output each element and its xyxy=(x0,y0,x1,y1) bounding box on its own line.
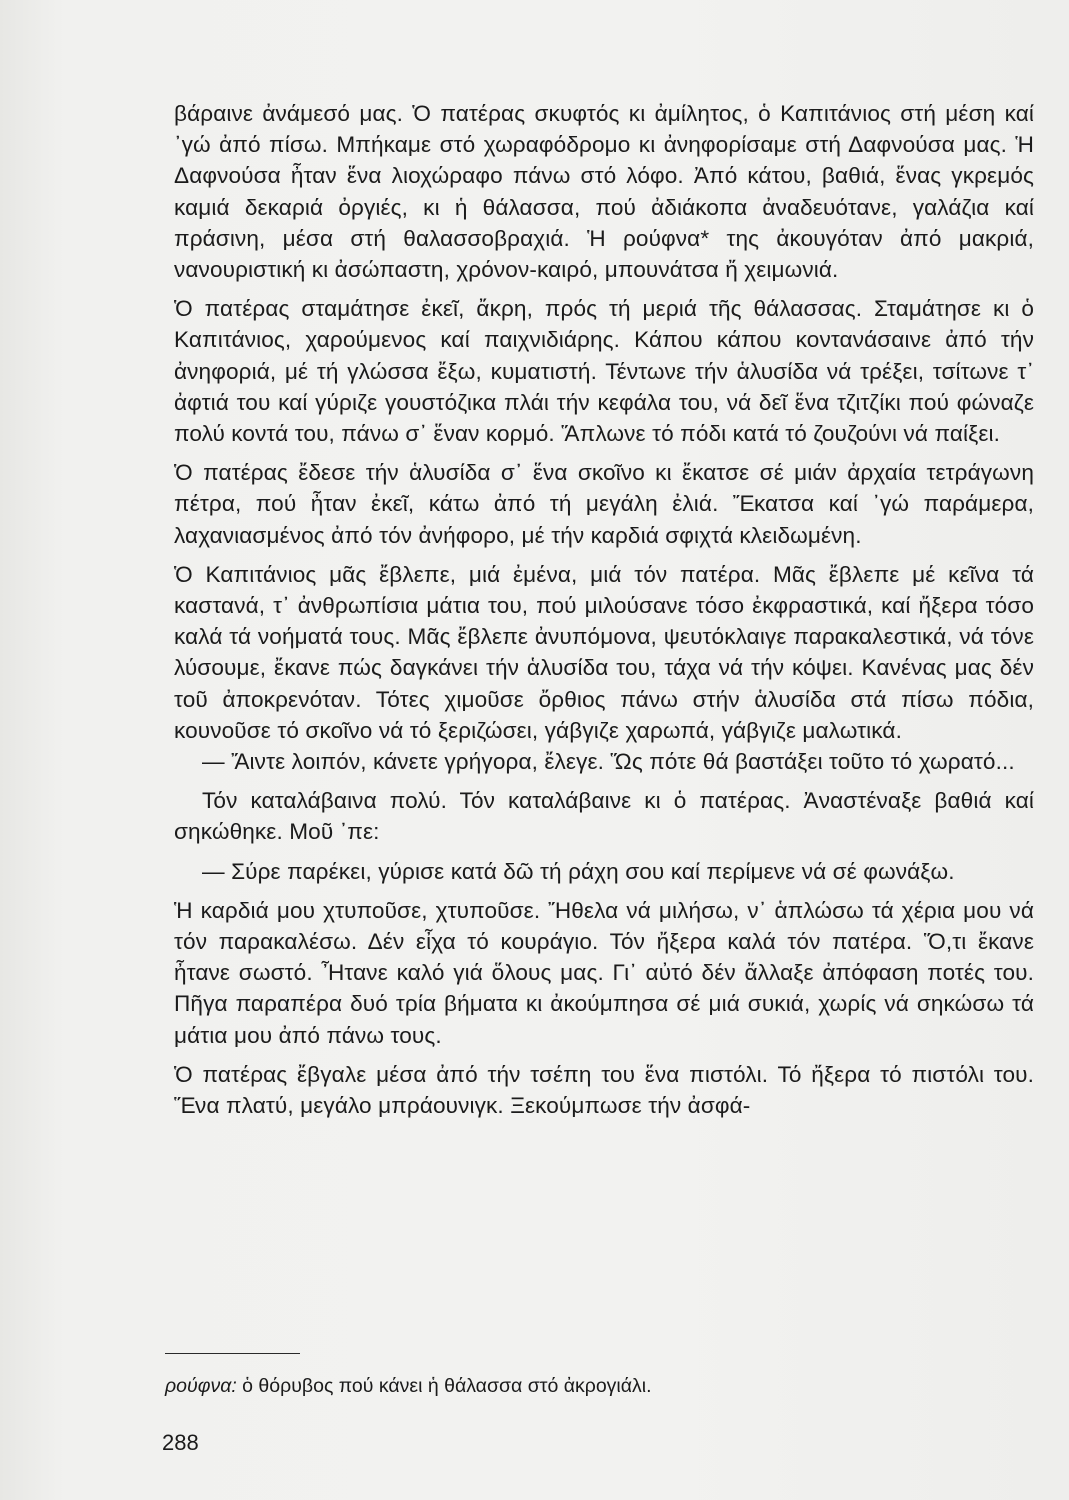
main-text xyxy=(174,98,1034,1121)
footnote-definition: ὁ θόρυβος πού κάνει ἡ θάλασσα στό ἀκρογιάλι. xyxy=(242,1375,652,1397)
paragraph-7: Ὁ πατέρας ἔβγαλε μέσα ἀπό τήν τσέπη του ἕνα πιστόλι. Τό ἤξερα τό πιστόλι του. Ἕνα πλατύ, μεγάλο μπράουνιγκ. Ξεκούμπωσε τήν ἀσφά- xyxy=(174,1061,1034,1119)
footnote-term: ρούφνα: xyxy=(165,1375,237,1397)
paragraph-4: Ὁ Καπιτάνιος μᾶς ἔβλεπε, μιά ἐμένα, μιά τόν πατέρα. Μᾶς ἔβλεπε μέ κεῖνα τά καστανά, τ᾽ ἀνθρωπίσια μάτια του, πού μιλούσανε τόσο ἐκφραστικά, καί ἤξερα τόσο καλά τά νοήματά τους. Μᾶς ἔβλεπε ἀνυπόμονα, ψευτόκλαιγε παρακαλεστικά, νά τόνε λύσουμε, ἔκανε πώς δαγκάνει τήν ἁλυσίδα του, τάχα νά τήν κόψει. Κανένας μας δέν τοῦ ἀποκρενόταν. Τότες χιμοῦσε ὄρθιος πάνω στήν ἁλυσίδα στά πίσω πόδια, κουνοῦσε τό σκοῖνο νά τό ξεριζώσει, γάβγιζε χαρωπά, γάβγιζε μαλωτικά. xyxy=(174,561,1034,743)
page-number: 288 xyxy=(162,1430,199,1455)
dialogue-1: — Ἄιντε λοιπόν, κάνετε γρήγορα, ἔλεγε. Ὥς πότε θά βαστάξει τοῦτο τό χωρατό... xyxy=(202,749,1015,775)
footnote xyxy=(165,1373,652,1399)
paragraph-5: Τόν καταλάβαινα πολύ. Τόν καταλάβαινε κι ὁ πατέρας. Ἀναστέναξε βαθιά καί σηκώθηκε. Μοῦ ᾽πε: xyxy=(174,788,1034,845)
paragraph-2: Ὁ πατέρας σταμάτησε ἐκεῖ, ἄκρη, πρός τή μεριά τῆς θάλασσας. Σταμάτησε κι ὁ Καπιτάνιος, χαρούμενος καί παιχνιδιάρης. Κάπου κάπου κοντανάσαινε ἀπό τήν ἀνηφοριά, μέ τή γλώσσα ἔξω, κυματιστή. Τέντωνε τήν ἁλυσίδα νά τρέξει, τσίτωνε τ᾽ ἀφτιά του καί γύριζε γουστόζικα πλάι τήν κεφάλα του, νά δεῖ ἕνα τζιτζίκι πού φώναζε πολύ κοντά του, πάνω σ᾽ ἕναν κορμό. Ἅπλωνε τό πόδι κατά τό ζουζούνι νά παίξει. xyxy=(174,296,1034,447)
paragraph-6: Ἡ καρδιά μου χτυποῦσε, χτυποῦσε. Ἤθελα νά μιλήσω, ν᾽ ἁπλώσω τά χέρια μου νά τόν παρακαλέσω. Δέν εἶχα τό κουράγιο. Τόν ἤξερα καλά τόν πατέρα. Ὅ,τι ἔκανε ἦτανε σωστό. Ἦτανε καλό γιά ὅλους μας. Γι᾽ αὐτό δέν ἄλλαξε ἀπόφαση ποτές του. Πῆγα παραπέρα δυό τρία βήματα κι ἀκούμπησα σέ μιά συκιά, χωρίς νά σηκώσω τά μάτια μου ἀπό πάνω τους. xyxy=(174,897,1034,1048)
dialogue-2: — Σύρε παρέκει, γύρισε κατά δῶ τή ράχη σου καί περίμενε νά σέ φωνάξω. xyxy=(202,858,955,884)
paragraph-1: βάραινε ἀνάμεσό μας. Ὁ πατέρας σκυφτός κι ἀμίλητος, ὁ Καπιτάνιος στή μέση καί ᾽γώ ἀπό πίσω. Μπήκαμε στό χωραφόδρομο κι ἀνηφορίσαμε στή Δαφνούσα μας. Ἡ Δαφνούσα ἦταν ἕνα λιοχώραφο πάνω στό λόφο. Ἀπό κάτου, βαθιά, ἕνας γκρεμός καμιά δεκαριά ὀργιές, κι ἡ θάλασσα, πού ἀδιάκοπα ἀναδευότανε, γαλάζια καί πράσινη, μέσα στή θαλασσοβραχιά. Ἡ ρούφνα* της ἀκουγόταν ἀπό μακριά, νανουριστική κι ἀσώπαστη, χρόνον-καιρό, μπουνάτσα ἤ χειμωνιά. xyxy=(174,101,1034,283)
paragraph-3: Ὁ πατέρας ἔδεσε τήν ἁλυσίδα σ᾽ ἕνα σκοῖνο κι ἔκατσε σέ μιάν ἀρχαία τετράγωνη πέτρα, πού ἦταν ἐκεῖ, κάτω ἀπό τή μεγάλη ἐλιά. Ἔκατσα καί ᾽γώ παράμερα, λαχανιασμένος ἀπό τόν ἀνήφορο, μέ τήν καρδιά σφιχτά κλειδωμένη. xyxy=(174,460,1034,548)
footnote-divider xyxy=(165,1353,300,1354)
